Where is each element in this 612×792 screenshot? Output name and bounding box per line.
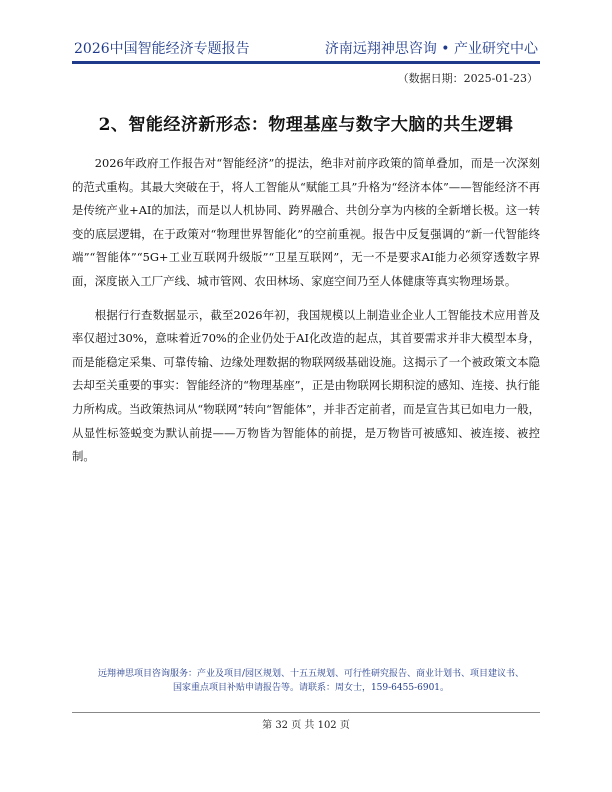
paragraph: 2026年政府工作报告对“智能经济”的提法，绝非对前序政策的简单叠加，而是一次深刻的范式重构。其最大突破在于，将人工智能从“赋能工具”升格为“经济本体”——智能经济不再是传统产业+AI的加法，而是以人机协同、跨界融合、共创分享为内核的全新增长极。这一转变的底层逻辑，在于政策对“物理世界智能化”的空前重视。报告中反复强调的“新一代智能终端”“智能体”“5G+工业互联网升级版”“卫星互联网”，无一不是要求AI能力必须穿透数字界面，深度嵌入工厂产线、城市管网、农田林场、家庭空间乃至人体健康等真实物理场景。 — [72, 156, 540, 288]
header-divider — [72, 61, 540, 64]
header-org-name: 济南远翔神思咨询 • 产业研究中心 — [324, 41, 538, 57]
section-title: 2、智能经济新形态：物理基座与数字大脑的共生逻辑 — [98, 115, 514, 135]
footer-divider — [72, 712, 540, 713]
header-report-title: 2026中国智能经济专题报告 — [74, 41, 250, 57]
body-text — [72, 152, 540, 479]
footer-contact-note: 远翔神思项目咨询服务：产业及项目/园区规划、十五五规划、可行性研究报告、商业计划书、项目建议书、国家重点项目补贴申请报告等。请联系：周女士，159-6455-6901。 — [97, 669, 525, 693]
data-date: （数据日期：2025-01-23） — [397, 72, 538, 85]
page-number: 第 32 页 共 102 页 — [262, 720, 350, 731]
paragraph: 根据行行查数据显示，截至2026年初，我国规模以上制造业企业人工智能技术应用普及率仅超过30%，意味着近70%的企业仍处于AI化改造的起点，其首要需求并非大模型本身，而是能稳定采集、可靠传输、边缘处理数据的物联网级基础设施。这揭示了一个被政策文本隐去却至关重要的事实：智能经济的“物理基座”，正是由物联网长期积淀的感知、连接、执行能力所构成。当政策热词从“物联网”转向“智能体”，并非否定前者，而是宣告其已如电力一般，从显性标签蜕变为默认前提——万物皆为智能体的前提，是万物皆可被感知、被连接、被控制。 — [72, 307, 540, 464]
